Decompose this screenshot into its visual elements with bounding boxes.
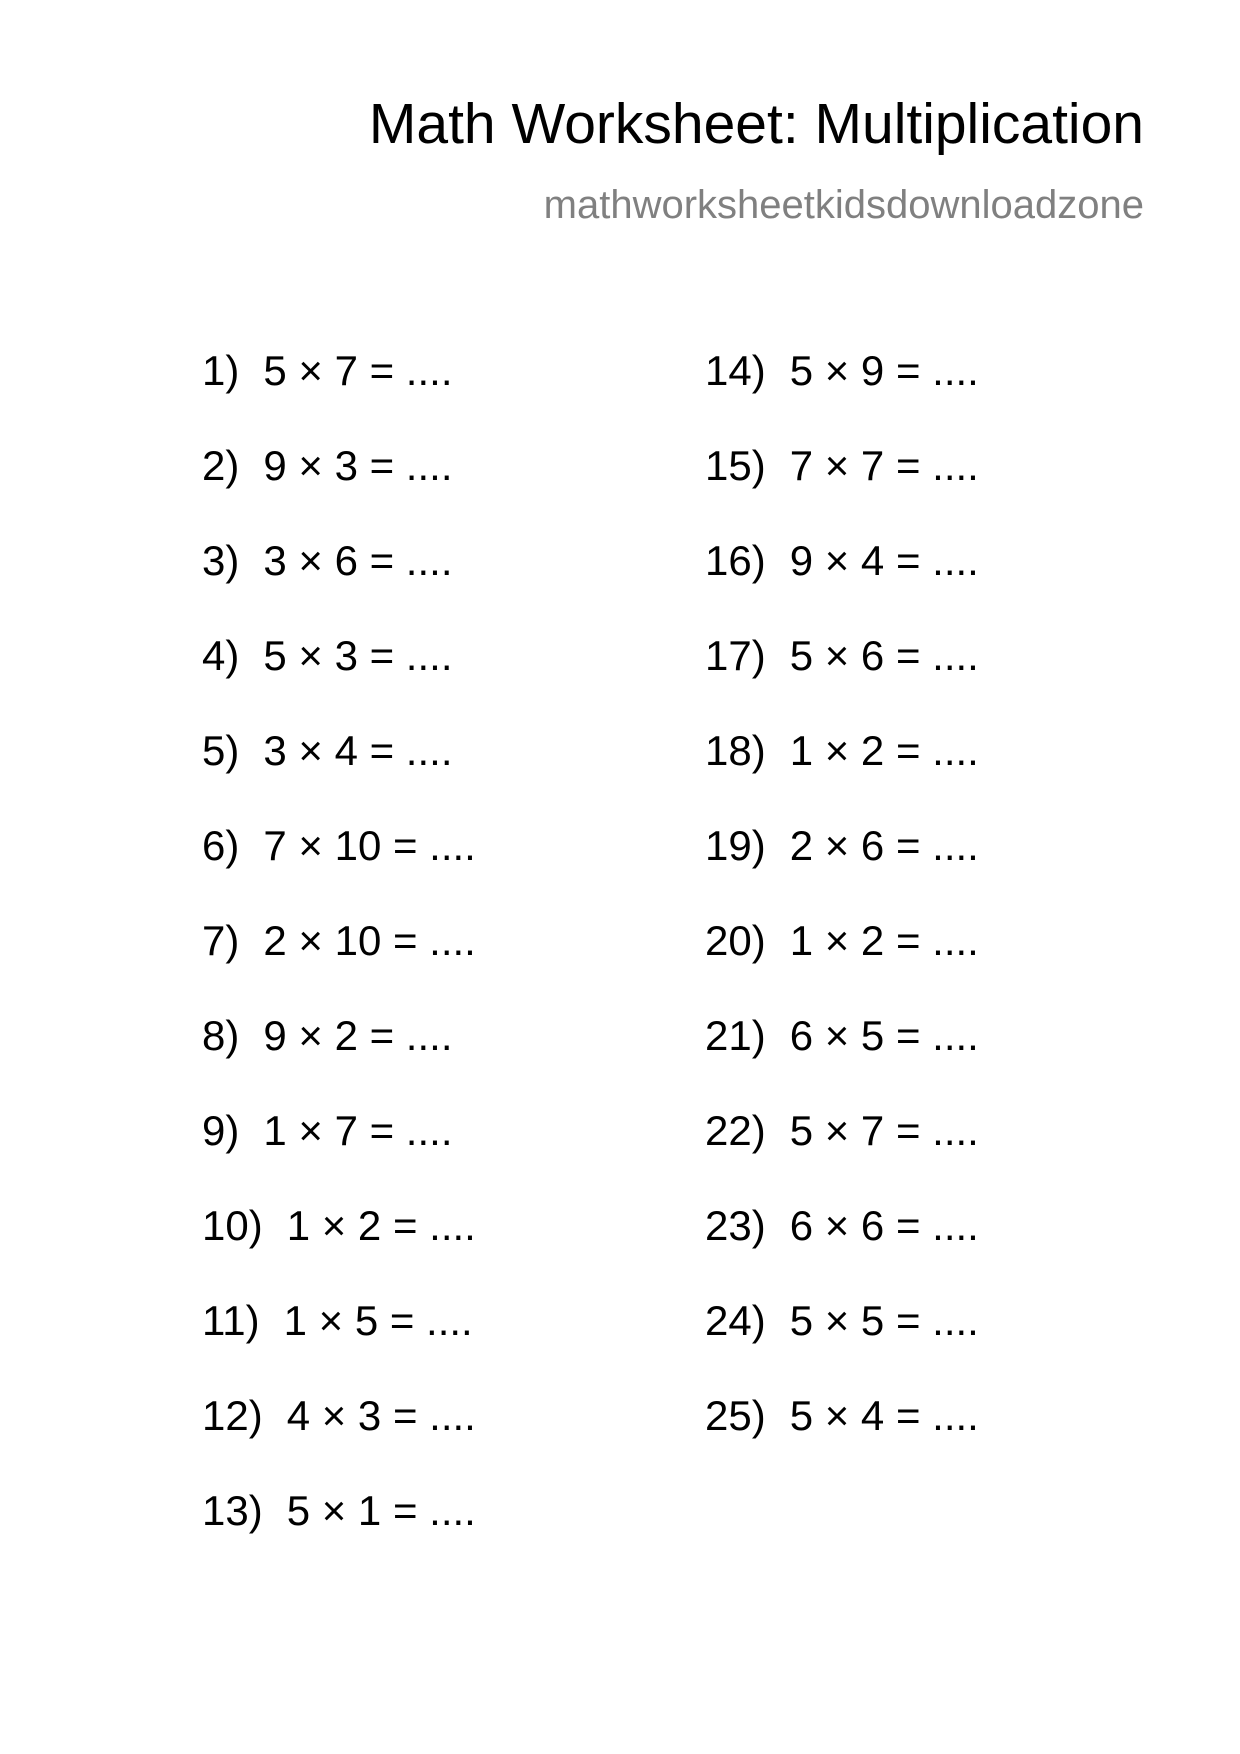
problem-item (202, 1012, 476, 1110)
problem-number: 13) (202, 1487, 263, 1534)
problem-item (202, 917, 476, 1015)
problem-expression: 5 × 5 = .... (789, 1297, 979, 1344)
problem-number: 9) (202, 1107, 240, 1154)
problem-expression: 1 × 2 = .... (286, 1202, 476, 1249)
problem-number: 16) (705, 537, 766, 584)
problem-item (705, 822, 979, 920)
problem-item (705, 917, 979, 1015)
problem-item (202, 632, 476, 730)
problem-expression: 5 × 7 = .... (263, 347, 453, 394)
problem-number: 25) (705, 1392, 766, 1439)
problem-expression: 5 × 3 = .... (263, 632, 453, 679)
problem-item (202, 1392, 476, 1490)
problem-expression: 2 × 6 = .... (789, 822, 979, 869)
problem-item (705, 1202, 979, 1300)
problem-item (202, 347, 476, 445)
problem-item (202, 537, 476, 635)
problem-number: 12) (202, 1392, 263, 1439)
problem-number: 15) (705, 442, 766, 489)
problem-item (705, 1107, 979, 1205)
problem-expression: 5 × 6 = .... (789, 632, 979, 679)
problem-expression: 6 × 6 = .... (789, 1202, 979, 1249)
problem-number: 17) (705, 632, 766, 679)
problem-expression: 9 × 3 = .... (263, 442, 453, 489)
problem-number: 10) (202, 1202, 263, 1249)
worksheet-header (368, 92, 1144, 227)
problem-number: 19) (705, 822, 766, 869)
problem-item (705, 442, 979, 540)
problem-number: 11) (202, 1297, 260, 1344)
problem-expression: 1 × 5 = .... (283, 1297, 473, 1344)
problem-number: 8) (202, 1012, 240, 1059)
problem-expression: 7 × 7 = .... (789, 442, 979, 489)
problem-item (705, 347, 979, 445)
problem-item (705, 1392, 979, 1490)
problem-number: 4) (202, 632, 240, 679)
problem-expression: 5 × 4 = .... (789, 1392, 979, 1439)
problem-number: 3) (202, 537, 240, 584)
problem-expression: 1 × 2 = .... (789, 727, 979, 774)
problem-number: 2) (202, 442, 240, 489)
problem-expression: 3 × 6 = .... (263, 537, 453, 584)
problem-expression: 5 × 7 = .... (789, 1107, 979, 1154)
problem-expression: 5 × 9 = .... (789, 347, 979, 394)
problem-expression: 1 × 7 = .... (263, 1107, 453, 1154)
problem-expression: 6 × 5 = .... (789, 1012, 979, 1059)
problem-column-right (705, 347, 979, 1490)
problem-item (202, 1297, 476, 1395)
problem-item (705, 1012, 979, 1110)
problem-item (705, 537, 979, 635)
problem-expression: 9 × 2 = .... (263, 1012, 453, 1059)
problem-item (705, 1297, 979, 1395)
source-watermark: mathworksheetkidsdownloadzone (543, 183, 1144, 227)
problem-item (202, 442, 476, 540)
problem-number: 18) (705, 727, 766, 774)
problem-expression: 2 × 10 = .... (263, 917, 476, 964)
problem-item (705, 727, 979, 825)
problem-expression: 5 × 1 = .... (286, 1487, 476, 1534)
problem-number: 24) (705, 1297, 766, 1344)
problem-item (705, 632, 979, 730)
problem-item (202, 727, 476, 825)
problem-expression: 4 × 3 = .... (286, 1392, 476, 1439)
problem-number: 21) (705, 1012, 766, 1059)
problem-number: 5) (202, 727, 240, 774)
problem-column-left (202, 347, 476, 1585)
problem-item (202, 1487, 476, 1585)
problem-number: 1) (202, 347, 240, 394)
problem-number: 23) (705, 1202, 766, 1249)
problem-expression: 3 × 4 = .... (263, 727, 453, 774)
problem-expression: 1 × 2 = .... (789, 917, 979, 964)
problem-expression: 9 × 4 = .... (789, 537, 979, 584)
page-title: Math Worksheet: Multiplication (368, 92, 1144, 156)
problem-number: 14) (705, 347, 766, 394)
problem-item (202, 1107, 476, 1205)
problem-item (202, 822, 476, 920)
problem-number: 22) (705, 1107, 766, 1154)
problem-number: 20) (705, 917, 766, 964)
problem-number: 6) (202, 822, 240, 869)
problem-expression: 7 × 10 = .... (263, 822, 476, 869)
problem-item (202, 1202, 476, 1300)
problem-number: 7) (202, 917, 240, 964)
